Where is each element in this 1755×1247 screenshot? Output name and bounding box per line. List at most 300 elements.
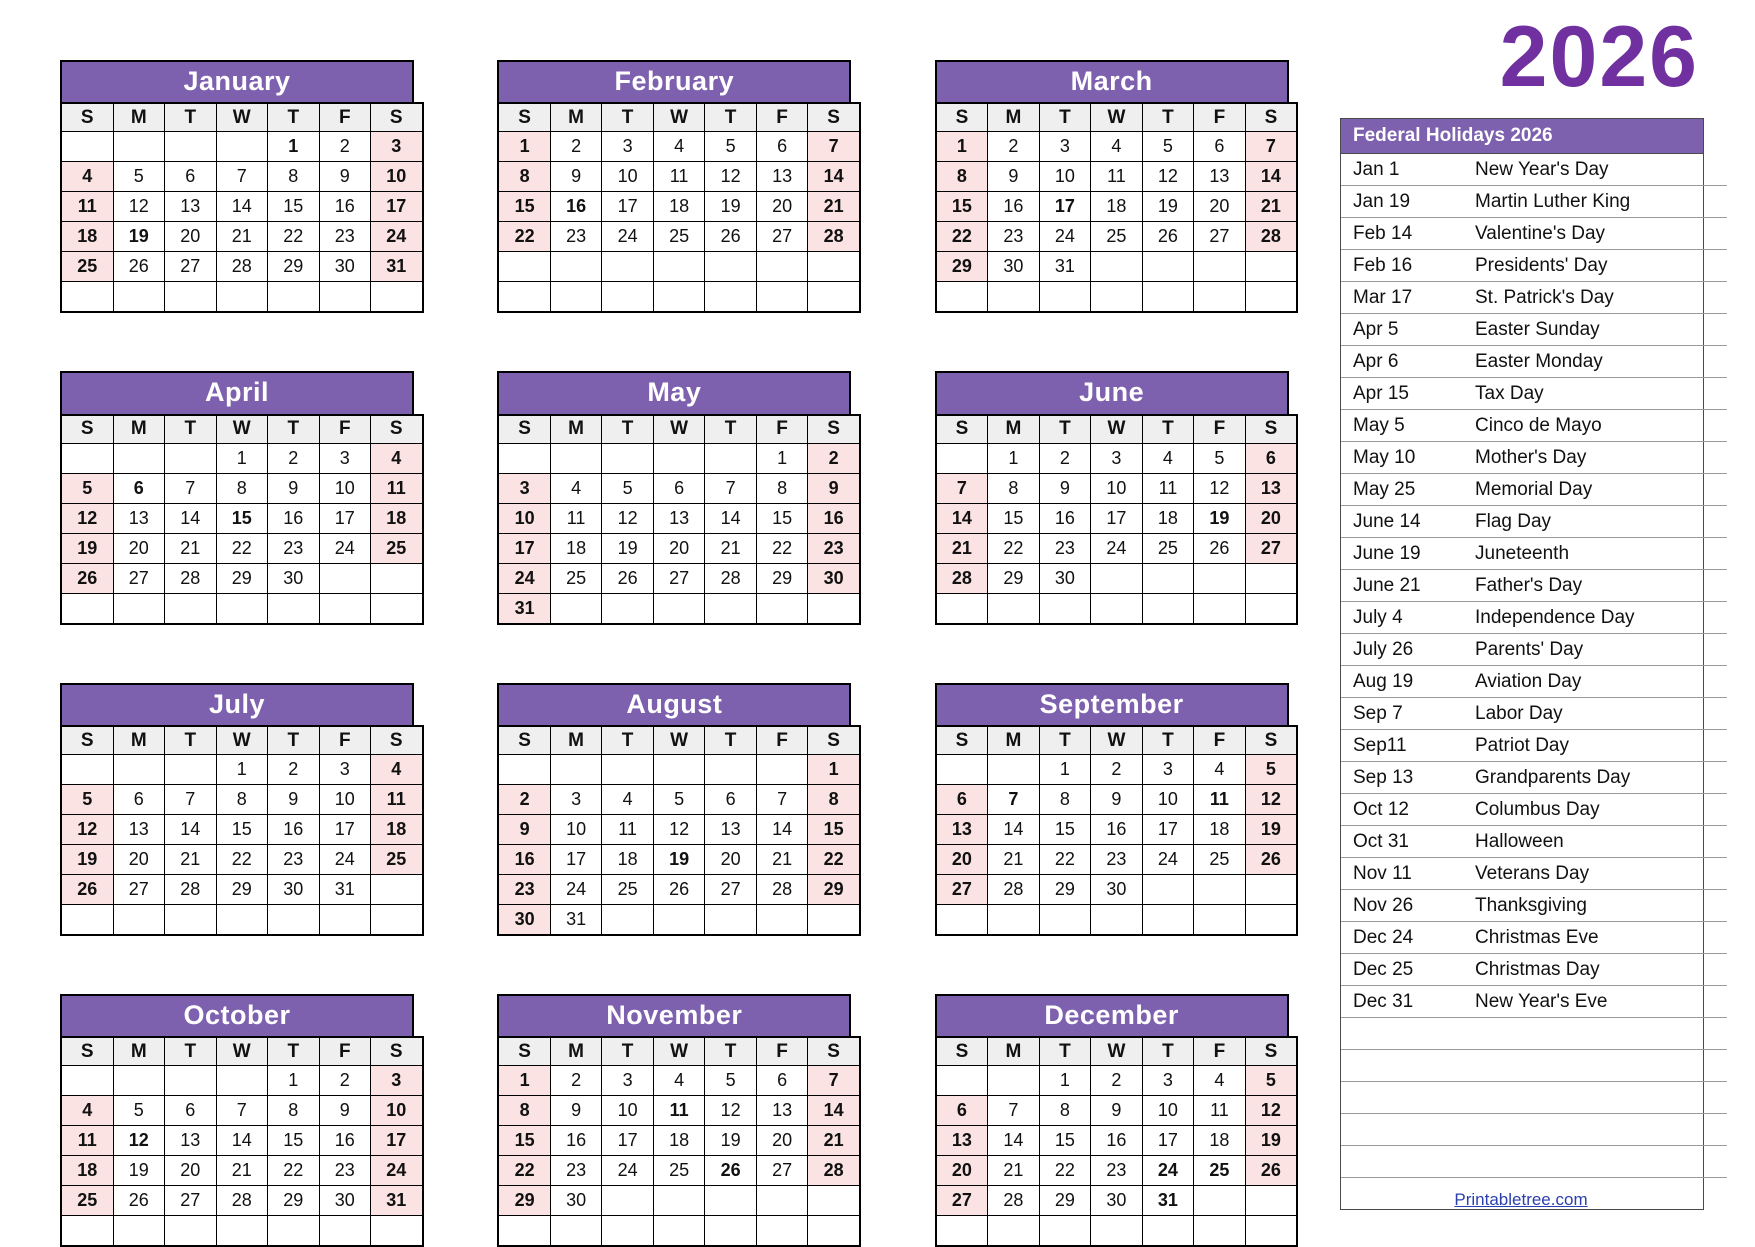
day-cell: 21 — [808, 192, 860, 222]
week-row — [936, 1066, 1298, 1096]
day-cell: 13 — [936, 1126, 988, 1156]
day-cell-empty — [1194, 1216, 1246, 1247]
day-cell: 27 — [653, 563, 705, 593]
day-cell-empty — [371, 563, 423, 593]
day-cell: 16 — [1039, 503, 1091, 533]
week-row — [61, 785, 423, 815]
week-row — [936, 192, 1298, 222]
weekday-header-cell: W — [216, 1037, 268, 1066]
weekday-header-cell: T — [705, 415, 757, 444]
holiday-date: June 19 — [1341, 538, 1463, 570]
weekday-header-cell: T — [268, 415, 320, 444]
day-cell: 12 — [705, 162, 757, 192]
day-cell: 12 — [602, 503, 654, 533]
day-cell: 15 — [498, 1126, 550, 1156]
day-cell-empty — [1142, 252, 1194, 282]
day-cell: 11 — [371, 473, 423, 503]
day-cell: 15 — [756, 503, 808, 533]
day-cell-empty — [216, 282, 268, 313]
day-cell: 17 — [371, 1126, 423, 1156]
day-cell: 7 — [756, 785, 808, 815]
weekday-header-cell: F — [756, 1037, 808, 1066]
day-cell-empty — [498, 1216, 550, 1247]
holiday-row — [1341, 506, 1727, 538]
day-cell: 20 — [936, 1156, 988, 1186]
day-cell: 18 — [550, 533, 602, 563]
day-cell: 2 — [988, 132, 1040, 162]
day-cell-empty — [808, 1216, 860, 1247]
weekday-header-cell: T — [268, 103, 320, 132]
day-cell: 22 — [1039, 1156, 1091, 1186]
day-cell-empty — [602, 905, 654, 936]
weekday-header-cell: T — [1039, 726, 1091, 755]
day-cell: 29 — [268, 252, 320, 282]
day-cell: 19 — [705, 192, 757, 222]
weekday-header-cell: S — [936, 103, 988, 132]
day-cell: 24 — [319, 533, 371, 563]
weekday-header-cell: S — [371, 415, 423, 444]
month-day-grid — [497, 1036, 861, 1247]
day-cell-empty — [550, 282, 602, 313]
day-cell: 7 — [936, 473, 988, 503]
day-cell-empty — [113, 1216, 165, 1247]
day-cell: 3 — [1091, 443, 1143, 473]
holiday-date: Mar 17 — [1341, 282, 1463, 314]
week-row — [61, 755, 423, 785]
weekday-header-cell: W — [1091, 415, 1143, 444]
day-cell: 31 — [1142, 1186, 1194, 1216]
month-block — [935, 371, 1289, 624]
week-row — [498, 1096, 860, 1126]
day-cell: 20 — [113, 533, 165, 563]
week-row — [498, 192, 860, 222]
day-cell: 3 — [550, 785, 602, 815]
day-cell: 8 — [498, 162, 550, 192]
week-row — [498, 593, 860, 624]
week-row — [936, 845, 1298, 875]
day-cell-empty — [61, 282, 113, 313]
day-cell: 28 — [808, 222, 860, 252]
day-cell: 11 — [1194, 1096, 1246, 1126]
day-cell: 16 — [808, 503, 860, 533]
day-cell-empty — [1039, 282, 1091, 313]
day-cell: 3 — [371, 132, 423, 162]
day-cell: 17 — [319, 503, 371, 533]
day-cell: 25 — [1091, 222, 1143, 252]
day-cell-empty — [61, 443, 113, 473]
day-cell: 13 — [113, 503, 165, 533]
holiday-date: Dec 25 — [1341, 954, 1463, 986]
day-cell: 21 — [705, 533, 757, 563]
day-cell: 26 — [705, 1156, 757, 1186]
day-cell-empty — [653, 755, 705, 785]
holiday-name: Martin Luther King — [1463, 186, 1727, 218]
day-cell: 1 — [988, 443, 1040, 473]
month-title: October — [60, 994, 414, 1036]
weekday-header-cell: W — [1091, 1037, 1143, 1066]
day-cell-empty — [268, 282, 320, 313]
weekday-header-cell: S — [936, 415, 988, 444]
day-cell: 5 — [1194, 443, 1246, 473]
holiday-name: Flag Day — [1463, 506, 1727, 538]
weekday-header-cell: S — [808, 1037, 860, 1066]
week-row — [61, 875, 423, 905]
day-cell-empty — [988, 1066, 1040, 1096]
holiday-date: May 10 — [1341, 442, 1463, 474]
day-cell: 30 — [550, 1186, 602, 1216]
week-row — [61, 1216, 423, 1247]
week-row — [61, 252, 423, 282]
day-cell-empty — [705, 1216, 757, 1247]
day-cell: 17 — [602, 192, 654, 222]
day-cell: 18 — [61, 1156, 113, 1186]
day-cell: 27 — [705, 875, 757, 905]
day-cell: 18 — [1194, 1126, 1246, 1156]
holiday-date: Apr 6 — [1341, 346, 1463, 378]
day-cell: 13 — [756, 1096, 808, 1126]
holiday-row — [1341, 474, 1727, 506]
week-row — [936, 162, 1298, 192]
day-cell: 29 — [216, 875, 268, 905]
day-cell: 17 — [550, 845, 602, 875]
weekday-header-cell: F — [319, 415, 371, 444]
day-cell: 3 — [319, 443, 371, 473]
day-cell-empty — [61, 593, 113, 624]
day-cell: 10 — [371, 1096, 423, 1126]
weekday-header-cell: M — [113, 726, 165, 755]
day-cell: 30 — [268, 875, 320, 905]
weekday-header-cell: S — [1245, 726, 1297, 755]
day-cell-empty — [165, 1066, 217, 1096]
day-cell: 17 — [1142, 1126, 1194, 1156]
weekday-header-cell: S — [1245, 1037, 1297, 1066]
week-row — [61, 533, 423, 563]
day-cell: 14 — [988, 815, 1040, 845]
day-cell-empty — [498, 443, 550, 473]
day-cell: 1 — [498, 1066, 550, 1096]
week-row — [61, 1096, 423, 1126]
day-cell-empty — [705, 1186, 757, 1216]
day-cell: 25 — [602, 875, 654, 905]
day-cell-empty — [756, 1216, 808, 1247]
weekday-header-cell: W — [1091, 103, 1143, 132]
day-cell: 2 — [1091, 1066, 1143, 1096]
day-cell: 1 — [498, 132, 550, 162]
day-cell: 30 — [319, 252, 371, 282]
day-cell-empty — [550, 593, 602, 624]
weekday-header-cell: S — [1245, 415, 1297, 444]
day-cell: 10 — [550, 815, 602, 845]
day-cell: 7 — [988, 1096, 1040, 1126]
day-cell: 7 — [165, 473, 217, 503]
day-cell: 29 — [268, 1186, 320, 1216]
day-cell: 20 — [1245, 503, 1297, 533]
day-cell: 16 — [1091, 1126, 1143, 1156]
weekday-header-cell: S — [808, 415, 860, 444]
day-cell: 2 — [498, 785, 550, 815]
day-cell: 7 — [1245, 132, 1297, 162]
weekday-header-row — [498, 415, 860, 444]
week-row — [61, 1066, 423, 1096]
day-cell: 9 — [1091, 1096, 1143, 1126]
weekday-header-cell: T — [268, 1037, 320, 1066]
holiday-blank-row — [1341, 1018, 1727, 1050]
day-cell: 11 — [371, 785, 423, 815]
week-row — [498, 785, 860, 815]
day-cell: 15 — [1039, 1126, 1091, 1156]
day-cell: 15 — [498, 192, 550, 222]
day-cell: 4 — [1142, 443, 1194, 473]
weekday-header-cell: W — [216, 726, 268, 755]
day-cell: 13 — [1245, 473, 1297, 503]
day-cell-empty — [319, 593, 371, 624]
day-cell: 1 — [268, 132, 320, 162]
week-row — [61, 132, 423, 162]
month-title: August — [497, 683, 851, 725]
day-cell: 18 — [1142, 503, 1194, 533]
day-cell: 17 — [371, 192, 423, 222]
day-cell: 29 — [756, 563, 808, 593]
day-cell: 26 — [1245, 845, 1297, 875]
week-row — [936, 815, 1298, 845]
day-cell: 22 — [808, 845, 860, 875]
day-cell: 23 — [808, 533, 860, 563]
day-cell: 22 — [498, 1156, 550, 1186]
day-cell: 1 — [216, 755, 268, 785]
day-cell: 12 — [1194, 473, 1246, 503]
day-cell: 7 — [808, 132, 860, 162]
day-cell-empty — [371, 282, 423, 313]
weekday-header-row — [61, 1037, 423, 1066]
day-cell: 25 — [1194, 845, 1246, 875]
week-row — [936, 905, 1298, 936]
week-row — [498, 282, 860, 313]
day-cell: 12 — [1245, 785, 1297, 815]
day-cell: 26 — [61, 875, 113, 905]
day-cell-empty — [1245, 563, 1297, 593]
day-cell: 19 — [653, 845, 705, 875]
day-cell: 17 — [1091, 503, 1143, 533]
day-cell: 12 — [653, 815, 705, 845]
week-row — [936, 503, 1298, 533]
day-cell: 6 — [165, 162, 217, 192]
day-cell: 6 — [756, 1066, 808, 1096]
day-cell-empty — [808, 282, 860, 313]
day-cell-empty — [988, 755, 1040, 785]
weekday-header-cell: S — [936, 1037, 988, 1066]
holiday-row — [1341, 378, 1727, 410]
holiday-row — [1341, 314, 1727, 346]
day-cell: 8 — [756, 473, 808, 503]
site-credit: Printabletree.com — [1454, 1190, 1588, 1209]
day-cell: 26 — [113, 1186, 165, 1216]
day-cell: 9 — [319, 162, 371, 192]
month-title: July — [60, 683, 414, 725]
holiday-date: Dec 24 — [1341, 922, 1463, 954]
weekday-header-cell: F — [319, 1037, 371, 1066]
holiday-row — [1341, 218, 1727, 250]
day-cell-empty — [498, 252, 550, 282]
day-cell: 11 — [1194, 785, 1246, 815]
day-cell: 16 — [988, 192, 1040, 222]
month-day-grid — [60, 414, 424, 625]
day-cell: 27 — [756, 1156, 808, 1186]
day-cell: 9 — [550, 1096, 602, 1126]
week-row — [498, 1066, 860, 1096]
day-cell-empty — [113, 443, 165, 473]
day-cell: 1 — [268, 1066, 320, 1096]
month-day-grid — [935, 1036, 1299, 1247]
weekday-header-cell: T — [165, 726, 217, 755]
day-cell: 14 — [216, 1126, 268, 1156]
day-cell: 6 — [1194, 132, 1246, 162]
day-cell: 24 — [498, 563, 550, 593]
weekday-header-cell: T — [268, 726, 320, 755]
day-cell-empty — [216, 1216, 268, 1247]
day-cell: 8 — [808, 785, 860, 815]
weekday-header-cell: S — [808, 103, 860, 132]
day-cell: 7 — [216, 162, 268, 192]
week-row — [936, 755, 1298, 785]
day-cell: 4 — [602, 785, 654, 815]
day-cell: 20 — [705, 845, 757, 875]
holiday-name: Christmas Day — [1463, 954, 1727, 986]
day-cell-empty — [1245, 282, 1297, 313]
day-cell: 11 — [1142, 473, 1194, 503]
weekday-header-cell: W — [653, 103, 705, 132]
day-cell: 4 — [1194, 1066, 1246, 1096]
month-block — [497, 683, 851, 936]
weekday-header-cell: T — [1039, 103, 1091, 132]
week-row — [61, 282, 423, 313]
day-cell-empty — [165, 905, 217, 936]
day-cell-empty — [165, 593, 217, 624]
weekday-header-cell: T — [1142, 726, 1194, 755]
day-cell: 19 — [113, 1156, 165, 1186]
day-cell: 20 — [936, 845, 988, 875]
day-cell: 20 — [653, 533, 705, 563]
weekday-header-row — [61, 103, 423, 132]
day-cell-empty — [1091, 905, 1143, 936]
holiday-date: July 26 — [1341, 634, 1463, 666]
weekday-header-row — [498, 726, 860, 755]
day-cell: 29 — [1039, 1186, 1091, 1216]
day-cell: 8 — [268, 1096, 320, 1126]
day-cell: 16 — [550, 192, 602, 222]
day-cell-empty — [936, 1216, 988, 1247]
day-cell-empty — [936, 443, 988, 473]
day-cell-empty — [653, 593, 705, 624]
weekday-header-row — [498, 1037, 860, 1066]
day-cell: 10 — [498, 503, 550, 533]
day-cell: 9 — [498, 815, 550, 845]
week-row — [936, 1156, 1298, 1186]
holiday-name: Cinco de Mayo — [1463, 410, 1727, 442]
day-cell: 7 — [165, 785, 217, 815]
day-cell: 30 — [1039, 563, 1091, 593]
day-cell-empty — [371, 905, 423, 936]
day-cell: 3 — [602, 132, 654, 162]
holiday-row — [1341, 762, 1727, 794]
weekday-header-cell: S — [498, 415, 550, 444]
day-cell-empty — [936, 905, 988, 936]
month-block — [935, 60, 1289, 313]
day-cell: 9 — [268, 785, 320, 815]
day-cell: 3 — [1039, 132, 1091, 162]
day-cell: 3 — [1142, 755, 1194, 785]
holiday-name: Easter Monday — [1463, 346, 1727, 378]
holiday-row — [1341, 986, 1727, 1018]
day-cell: 19 — [1245, 815, 1297, 845]
holiday-name: New Year's Eve — [1463, 986, 1727, 1018]
day-cell: 3 — [371, 1066, 423, 1096]
day-cell: 5 — [705, 1066, 757, 1096]
day-cell-empty — [61, 132, 113, 162]
day-cell: 28 — [1245, 222, 1297, 252]
day-cell: 30 — [988, 252, 1040, 282]
week-row — [498, 503, 860, 533]
weekday-header-cell: M — [113, 415, 165, 444]
day-cell: 20 — [113, 845, 165, 875]
week-row — [498, 755, 860, 785]
day-cell: 15 — [216, 503, 268, 533]
day-cell: 14 — [808, 1096, 860, 1126]
holiday-row — [1341, 410, 1727, 442]
day-cell: 29 — [988, 563, 1040, 593]
day-cell: 3 — [319, 755, 371, 785]
day-cell: 30 — [268, 563, 320, 593]
day-cell-empty — [653, 443, 705, 473]
weekday-header-cell: F — [1194, 103, 1246, 132]
day-cell: 22 — [268, 222, 320, 252]
day-cell: 2 — [1039, 443, 1091, 473]
weekday-header-row — [936, 1037, 1298, 1066]
day-cell-empty — [61, 1066, 113, 1096]
week-row — [61, 1126, 423, 1156]
day-cell-empty — [756, 1186, 808, 1216]
weekday-header-cell: T — [602, 726, 654, 755]
day-cell: 27 — [1194, 222, 1246, 252]
day-cell: 10 — [319, 473, 371, 503]
day-cell-empty — [216, 593, 268, 624]
weekday-header-cell: T — [165, 1037, 217, 1066]
day-cell: 7 — [808, 1066, 860, 1096]
day-cell: 3 — [1142, 1066, 1194, 1096]
month-block — [935, 683, 1289, 936]
holiday-date: Sep11 — [1341, 730, 1463, 762]
holiday-blank-cell — [1463, 1082, 1727, 1114]
day-cell: 14 — [988, 1126, 1040, 1156]
day-cell: 4 — [653, 1066, 705, 1096]
day-cell: 27 — [756, 222, 808, 252]
day-cell-empty — [550, 1216, 602, 1247]
weekday-header-cell: T — [705, 726, 757, 755]
week-row — [936, 282, 1298, 313]
day-cell: 13 — [936, 815, 988, 845]
weekday-header-cell: F — [1194, 1037, 1246, 1066]
day-cell-empty — [1194, 1186, 1246, 1216]
day-cell: 14 — [808, 162, 860, 192]
day-cell: 5 — [61, 473, 113, 503]
day-cell: 11 — [61, 192, 113, 222]
day-cell: 14 — [165, 503, 217, 533]
day-cell-empty — [705, 252, 757, 282]
day-cell-empty — [319, 905, 371, 936]
day-cell: 30 — [808, 563, 860, 593]
day-cell-empty — [602, 282, 654, 313]
day-cell: 20 — [165, 1156, 217, 1186]
weekday-header-row — [498, 103, 860, 132]
